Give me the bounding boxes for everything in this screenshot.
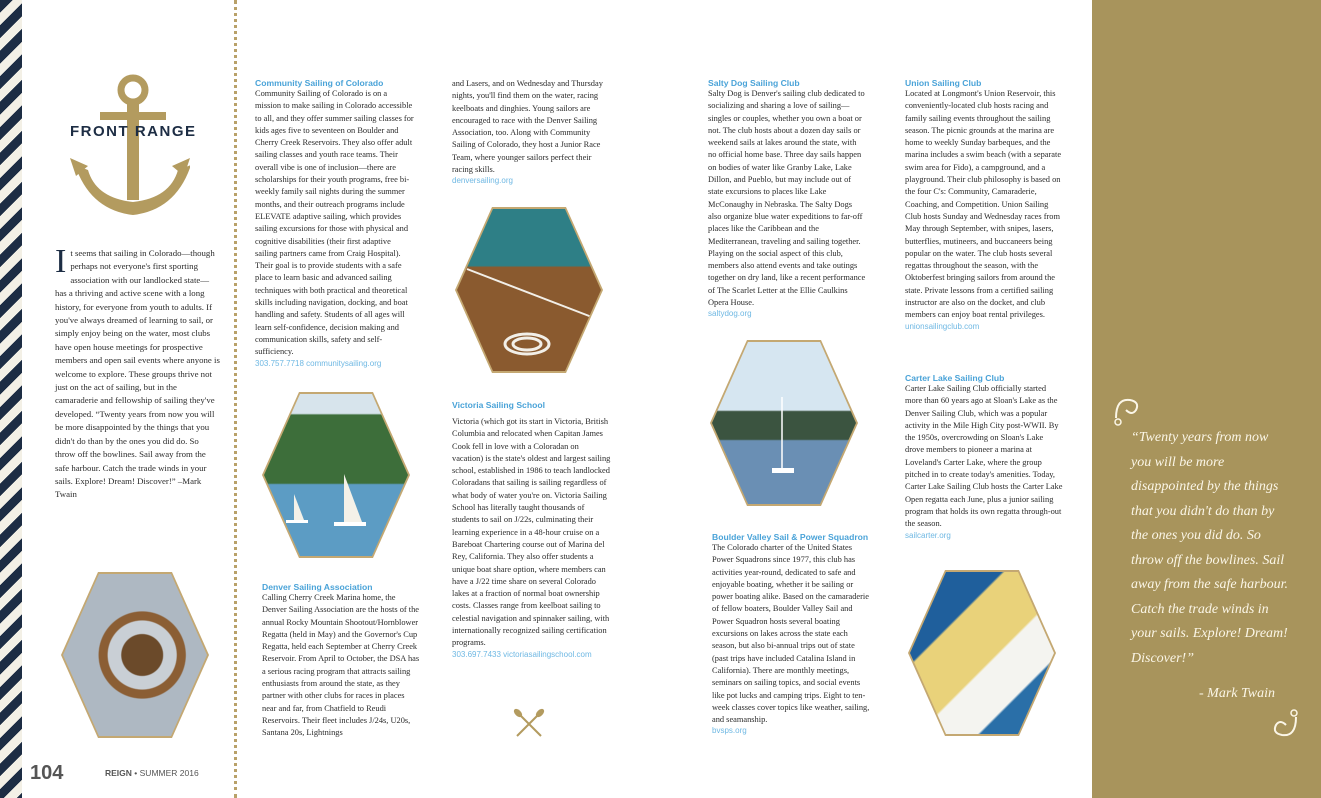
flourish-icon	[1110, 390, 1150, 430]
club-salty-dog	[708, 78, 866, 318]
left-stripe-border	[0, 0, 22, 798]
club-text: Located at Longmont's Union Reservoir, this conveniently-located club hosts racing and family sailing events throughout the sailing season. The picnic grounds at the marina are home to weekly Sunday barbeques, and the marina includes a swim beach (with a separate swim area for Fido), a campground, and a playground. Their club philosophy is based on the four C's: Community, Camaraderie, Coaching, and Competition. Union Sailing Club hosts Sunday and Wednesday races from May through September, with snipes, lasers, butterflies, mutineers, and buccaneers being popular on the water. The club hosts several regattas throughout the season, with the Oktoberfest bringing sailors from around the state. Private lessons from a certified sailing instructor are also on the docket, and club members can enjoy boat rental privileges.	[905, 89, 1062, 320]
club-contact-link[interactable]: 303.757.7718 communitysailing.org	[255, 358, 382, 368]
anchor-icon	[70, 70, 190, 220]
rope-coil-icon	[457, 209, 601, 371]
mountain-sailboats-photo	[262, 392, 410, 558]
boat-deck-photo	[455, 207, 603, 373]
club-heading: Community Sailing of Colorado	[255, 78, 384, 88]
club-community-sailing	[255, 78, 415, 368]
logo-text: FRONT RANGE	[70, 123, 197, 140]
club-heading: Victoria Sailing School	[452, 400, 545, 410]
crossed-oars-icon	[513, 708, 545, 740]
club-contact-link[interactable]: denversailing.org	[452, 176, 513, 186]
sails-photo	[908, 570, 1056, 736]
steering-wheel-photo	[61, 572, 209, 738]
club-contact-link[interactable]: bvsps.org	[712, 726, 747, 736]
club-denver-sailing	[262, 582, 420, 740]
club-union-sailing	[905, 78, 1063, 331]
club-text: Carter Lake Sailing Club officially started more than 60 years ago at Sloan's Lake as the Denver Sailing Club, which was a popular activity in the Mile High City post-WWII. By the 1950s, overcrowding on Sloan's Lake drove members to pioneer a marina at Loveland's Carter Lake, where the group pitched in to create today's amenities. Today, Carter Lake Sailing Club hosts the Carter Lake Open regatta each June, plus a junior sailing program that holds its own regatta through-out the season.	[905, 384, 1063, 529]
intro-paragraph	[55, 243, 220, 502]
club-heading: Union Sailing Club	[905, 78, 982, 88]
club-contact-link[interactable]: unionsailingclub.com	[905, 321, 980, 331]
club-contact-link[interactable]: sailcarter.org	[905, 530, 951, 540]
anchor-logo	[70, 70, 190, 220]
flourish-top	[1110, 390, 1150, 430]
sailboat-icon	[264, 394, 408, 556]
lake-sailboat-photo	[710, 340, 858, 506]
club-text: Salty Dog is Denver's sailing club dedicated to socializing and sharing a love of sailing—singles or couples, whether you own a boat or not. The club hosts about a dozen day sails or weekend sails at lakes around the state, with no official home base. Three day sails happen on bodies of water like Granby Lake, Lake Dillon, and Pueblo, but may include out of state excursions to places like Lake McConaughy in Nebraska. The Salty Dogs also organize blue water expeditions to far-off places like the Caribbean and the Mediterranean, traveling and sailing together. Playing on the social aspect of this club, members also attend events and take outings together on dry land, like a recent performance of The Scarlet Letter at the Ellie Caulkins Opera House.	[708, 89, 866, 308]
column-divider	[234, 0, 237, 798]
club-carter-lake	[905, 373, 1063, 540]
publication-issue: • SUMMER 2016	[134, 768, 199, 778]
pull-quote: “Twenty years from now you will be more disappointed by the things that you didn't do than by the ones you did do. So throw off the bowlines. Sail away from the safe harbour. Catch the trade winds in your sails. Explore! Dream! Discover!”	[1131, 430, 1288, 666]
club-text: Community Sailing of Colorado is on a mission to make sailing in Colorado accessible to all, and they offer summer sailing classes for kids ages five to seventeen on Boulder and Cherry Creek Reservoirs. They also offer adult sailing classes and youth race teams. Their overall vibe is one of inclusion—there are scholarships for their youth programs, free bi-weekly family sail nights during the summer months, and their outreach programs include ELEVATE adaptive sailing, which provides sailing excursions for those with physical and cognitive disabilities (their first adaptive sailing partners came from Craig Hospital). Their goal is to provide students with a safe place to learn basic and advanced sailing techniques with both practical and theoretical skills including navigation, docking, and boat handling and safety. Students of all ages will learn self-confidence, decision making and communication skills, safety and self-sufficiency.	[255, 89, 414, 357]
club-text: The Colorado charter of the United States Power Squadrons since 1977, this club has activities year-round, dedicated to safe and enjoyable boating, whether it be sailing or power boating alike. Based on the camaraderie of fellow boaters, Boulder Valley Sail and Power Squadron hosts several boating excursions on lakes across the state each season, but also bi-annual trips out of state (past trips have included Catalina Island in California). There are monthly meetings, seminars on sailing topics, and social events like pot lucks and camping trips. Eight to ten-week classes cover topics like weather, sailing, and seamanship.	[712, 543, 870, 725]
club-contact-link[interactable]: 303.697.7433 victoriasailingschool.com	[452, 649, 592, 659]
intro-text: t seems that sailing in Colorado—though perhaps not everyone's first sporting association with our landlocked state—has a thriving and active scene with a long history, for everyone from youth to adults. If you've always dreamed of learning to sail, or simply enjoy being on the water, most clubs have open house meetings for prospective members and open sail events where anyone is welcome to explore. These groups thrive not just on the act of sailing, but in the camaraderie and fellowship of sailing they've developed. “Twenty years from now you will be more disappointed by the things that you didn't do than by the ones you did do. So throw off the bowlines. Sail away from the safe harbour. Catch the trade winds in your sails. Explore! Dream! Discover!” –Mark Twain	[55, 248, 220, 500]
flourish-icon	[1262, 705, 1302, 745]
dropcap: I	[55, 243, 67, 280]
sailboat-icon	[712, 342, 856, 504]
club-denver-continued	[452, 78, 610, 185]
club-contact-link[interactable]: saltydog.org	[708, 309, 752, 319]
club-heading: Carter Lake Sailing Club	[905, 373, 1005, 383]
club-heading: Boulder Valley Sail & Power Squadron	[712, 532, 869, 542]
club-text: Victoria (which got its start in Victoria, British Columbia and relocated when Capitan James Cook fell in love with a Coloradan on vacation) is the state's oldest and largest sailing school, established in 1986 to teach landlocked Coloradans that sailing is sailing regardless of what body of water you're on. Victoria Sailing School has literally taught thousands of students to sail on J/22s, culminating their learning experience in a 48-hour cruise on a Bareboat Chartering course out of Marina del Rey, California. They also offer students a unique boat share option, where members can have a J/22 time share on several Colorado lakes at a fraction of normal boat ownership costs. Classes range from keelboat sailing to celestial navigation and spinnaker sailing, with internationally recognized sailing certification programs.	[452, 417, 611, 648]
club-text: Calling Cherry Creek Marina home, the Denver Sailing Association are the hosts of the annual Rocky Mountain Shootout/Hornblower Regatta (held in May) and the Governor's Cup Regatta, held each September at Cherry Creek Reservoir. From April to October, the DSA has a serious racing program that attracts sailing enthusiasts from around the state, as they partner with other clubs for races in places near and far, from Chatfield to Reudi Reservoirs. Their fleet includes J/24s, U20s, Santana 20s, Lightnings	[262, 593, 420, 738]
publication-name: REIGN	[105, 768, 132, 778]
club-heading: Denver Sailing Association	[262, 582, 373, 592]
flourish-bottom	[1262, 705, 1302, 745]
quote-author: - Mark Twain	[1199, 686, 1275, 701]
publication-footer	[105, 768, 199, 778]
page-number: 104	[30, 762, 64, 784]
club-heading: Salty Dog Sailing Club	[708, 78, 800, 88]
club-text: and Lasers, and on Wednesday and Thursday nights, you'll find them on the water, racing keelboats and dinghies. Young sailors are encouraged to race with the Denver Sailing Association, too. Along with Community Sailing of Colorado, they host a Junior Race Team, where younger sailors perfect their racing skills.	[452, 79, 603, 175]
crossed-oars-ornament	[513, 708, 545, 740]
club-boulder-valley	[712, 532, 870, 735]
club-victoria-sailing	[452, 400, 612, 659]
